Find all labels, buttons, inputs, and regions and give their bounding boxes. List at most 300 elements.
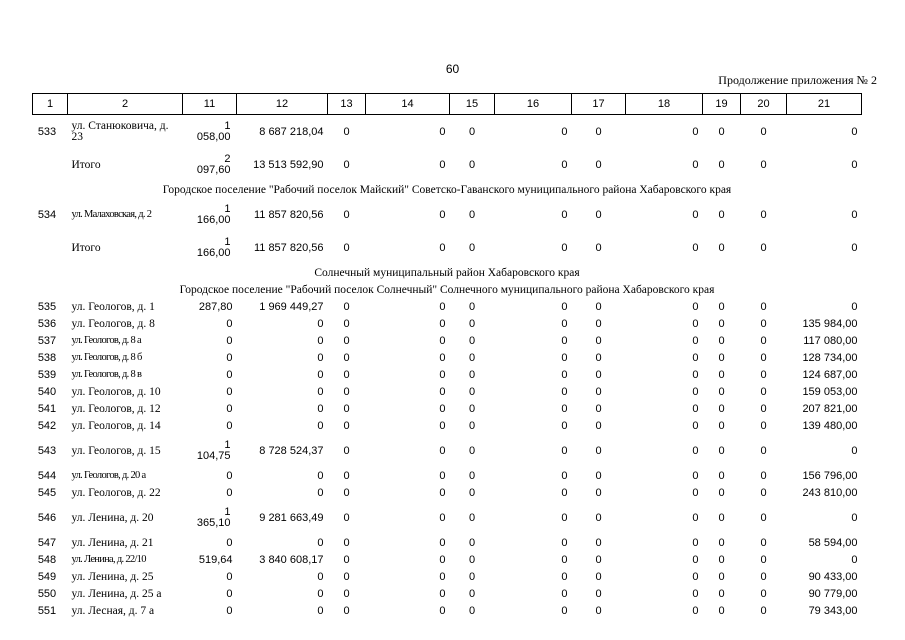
value-cell: 0 xyxy=(760,587,767,600)
area-value-part: 1 xyxy=(224,202,231,215)
value-cell: 0 xyxy=(718,536,725,549)
value-cell: 0 xyxy=(561,158,568,171)
value-cell: 0 xyxy=(595,125,602,138)
value-cell: 0 xyxy=(718,402,725,415)
value-cell: 0 xyxy=(595,444,602,457)
value-cell: 90 433,00 xyxy=(808,570,858,583)
area-value: 0 xyxy=(226,419,233,432)
value-cell: 0 xyxy=(343,511,350,524)
table-row xyxy=(33,501,862,534)
cost-value: 8 687 218,04 xyxy=(259,125,324,138)
value-cell: 0 xyxy=(439,570,446,583)
value-cell: 0 xyxy=(439,511,446,524)
value-cell: 0 xyxy=(595,300,602,313)
table-body xyxy=(33,115,862,620)
value-cell: 0 xyxy=(343,317,350,330)
value-cell: 0 xyxy=(760,536,767,549)
address: ул. Ленина, д. 25 xyxy=(71,570,154,583)
value-cell: 58 594,00 xyxy=(808,536,858,549)
value-cell: 0 xyxy=(561,604,568,617)
value-cell: 90 779,00 xyxy=(808,587,858,600)
value-cell: 0 xyxy=(595,604,602,617)
section-heading-row xyxy=(33,281,862,298)
value-cell: 0 xyxy=(760,570,767,583)
row-number: 547 xyxy=(37,536,57,549)
value-cell: 0 xyxy=(561,334,568,347)
area-value xyxy=(183,148,237,181)
value-cell: 0 xyxy=(692,553,699,566)
table-row xyxy=(33,198,862,231)
address: ул. Геологов, д. 8 б xyxy=(71,352,142,363)
value-cell: 0 xyxy=(468,469,476,482)
value-cell: 0 xyxy=(692,419,699,432)
table-row xyxy=(33,602,862,619)
value-cell: 0 xyxy=(468,385,476,398)
value-cell: 0 xyxy=(468,351,476,364)
value-cell: 0 xyxy=(468,587,476,600)
address: ул. Геологов, д. 14 xyxy=(71,419,161,432)
value-cell: 0 xyxy=(468,419,476,432)
value-cell: 0 xyxy=(468,604,476,617)
value-cell: 0 xyxy=(439,604,446,617)
cost-value: 0 xyxy=(317,385,324,398)
value-cell: 0 xyxy=(561,317,568,330)
value-cell: 0 xyxy=(692,604,699,617)
value-cell: 0 xyxy=(692,469,699,482)
cost-value: 0 xyxy=(317,402,324,415)
value-cell: 0 xyxy=(561,208,568,221)
value-cell: 0 xyxy=(718,125,725,138)
table-row xyxy=(33,467,862,484)
area-value: 0 xyxy=(226,587,233,600)
area-value: 0 xyxy=(226,604,233,617)
value-cell: 0 xyxy=(692,125,699,138)
section-heading: Солнечный муниципальный район Хабаровского края xyxy=(314,266,580,279)
address: ул. Геологов, д. 8 а xyxy=(71,335,141,346)
row-number: 546 xyxy=(37,511,57,524)
area-value: 0 xyxy=(226,317,233,330)
table-row xyxy=(33,349,862,366)
value-cell: 0 xyxy=(718,368,725,381)
value-cell: 0 xyxy=(595,570,602,583)
value-cell: 0 xyxy=(692,486,699,499)
value-cell: 0 xyxy=(692,536,699,549)
column-header: 14 xyxy=(366,94,450,115)
value-cell: 0 xyxy=(760,317,767,330)
value-cell: 0 xyxy=(760,444,767,457)
value-cell: 0 xyxy=(561,587,568,600)
row-number: 536 xyxy=(37,317,57,330)
value-cell: 0 xyxy=(595,158,602,171)
table-row xyxy=(33,148,862,181)
value-cell: 0 xyxy=(692,241,699,254)
area-value xyxy=(183,434,237,467)
cost-value: 0 xyxy=(317,570,324,583)
area-value-part: 1 xyxy=(224,438,231,451)
value-cell: 243 810,00 xyxy=(802,486,858,499)
value-cell: 0 xyxy=(851,511,858,524)
address: Итого xyxy=(71,158,101,171)
value-cell: 0 xyxy=(343,368,350,381)
value-cell: 0 xyxy=(595,351,602,364)
value-cell: 0 xyxy=(561,536,568,549)
value-cell: 0 xyxy=(851,158,858,171)
value-cell: 0 xyxy=(692,158,699,171)
value-cell: 124 687,00 xyxy=(802,368,858,381)
value-cell: 0 xyxy=(439,469,446,482)
page-number: 60 xyxy=(445,62,460,76)
cost-value: 0 xyxy=(317,536,324,549)
value-cell: 0 xyxy=(439,536,446,549)
area-value: 0 xyxy=(226,486,233,499)
value-cell: 0 xyxy=(760,511,767,524)
value-cell: 0 xyxy=(692,368,699,381)
value-cell: 0 xyxy=(718,334,725,347)
value-cell: 0 xyxy=(692,334,699,347)
cost-value: 13 513 592,90 xyxy=(253,158,324,171)
value-cell: 0 xyxy=(760,241,767,254)
value-cell: 0 xyxy=(343,334,350,347)
value-cell: 0 xyxy=(718,486,725,499)
section-heading: Городское поселение "Рабочий поселок Солнечный" Солнечного муниципального района Хабаровского края xyxy=(179,283,715,296)
value-cell: 0 xyxy=(343,125,350,138)
row-number: 549 xyxy=(37,570,57,583)
value-cell: 0 xyxy=(561,241,568,254)
value-cell: 0 xyxy=(343,469,350,482)
value-cell: 0 xyxy=(468,511,476,524)
value-cell: 0 xyxy=(561,385,568,398)
row-number: 551 xyxy=(37,604,57,617)
value-cell: 79 343,00 xyxy=(808,604,858,617)
value-cell: 0 xyxy=(561,486,568,499)
area-value-part: 166,00 xyxy=(196,246,231,259)
value-cell: 0 xyxy=(692,402,699,415)
table-row xyxy=(33,332,862,349)
cost-value: 0 xyxy=(317,351,324,364)
value-cell: 0 xyxy=(851,444,858,457)
value-cell: 0 xyxy=(851,241,858,254)
row-number: 544 xyxy=(37,469,57,482)
cost-value: 1 969 449,27 xyxy=(259,300,324,313)
area-value: 519,64 xyxy=(198,553,233,566)
value-cell: 0 xyxy=(343,419,350,432)
cost-value: 0 xyxy=(317,334,324,347)
value-cell: 0 xyxy=(468,368,476,381)
value-cell: 0 xyxy=(760,125,767,138)
value-cell: 0 xyxy=(595,241,602,254)
cost-value: 3 840 608,17 xyxy=(259,553,324,566)
row-number: 545 xyxy=(37,486,57,499)
value-cell: 0 xyxy=(343,587,350,600)
value-cell: 0 xyxy=(468,536,476,549)
value-cell: 0 xyxy=(561,469,568,482)
value-cell: 0 xyxy=(439,334,446,347)
column-header: 16 xyxy=(495,94,572,115)
value-cell: 156 796,00 xyxy=(802,469,858,482)
area-value: 0 xyxy=(226,469,233,482)
column-header: 20 xyxy=(741,94,787,115)
value-cell: 0 xyxy=(561,351,568,364)
area-value xyxy=(183,231,237,264)
value-cell: 0 xyxy=(595,536,602,549)
area-value: 0 xyxy=(226,536,233,549)
column-header: 17 xyxy=(572,94,626,115)
value-cell: 0 xyxy=(760,158,767,171)
value-cell: 0 xyxy=(760,419,767,432)
value-cell: 0 xyxy=(468,444,476,457)
header-row xyxy=(33,94,862,115)
value-cell: 0 xyxy=(718,317,725,330)
area-value: 0 xyxy=(226,385,233,398)
value-cell: 0 xyxy=(718,385,725,398)
value-cell: 0 xyxy=(343,570,350,583)
value-cell: 0 xyxy=(760,385,767,398)
value-cell: 0 xyxy=(468,241,476,254)
value-cell: 0 xyxy=(561,402,568,415)
cost-value: 0 xyxy=(317,419,324,432)
column-header: 11 xyxy=(183,94,237,115)
value-cell: 0 xyxy=(718,419,725,432)
value-cell: 0 xyxy=(468,570,476,583)
table-row xyxy=(33,568,862,585)
value-cell: 0 xyxy=(343,351,350,364)
table-row xyxy=(33,366,862,383)
value-cell: 135 984,00 xyxy=(802,317,858,330)
row-number: 542 xyxy=(37,419,57,432)
table-row xyxy=(33,417,862,434)
table-row xyxy=(33,315,862,332)
column-header: 2 xyxy=(68,94,183,115)
cost-value: 8 728 524,37 xyxy=(259,444,324,457)
area-value: 287,80 xyxy=(198,300,233,313)
value-cell: 0 xyxy=(692,570,699,583)
value-cell: 0 xyxy=(343,604,350,617)
area-value-part: 166,00 xyxy=(196,213,231,226)
column-header: 21 xyxy=(787,94,862,115)
value-cell: 0 xyxy=(343,444,350,457)
value-cell: 0 xyxy=(561,570,568,583)
value-cell: 0 xyxy=(468,300,476,313)
value-cell: 0 xyxy=(561,125,568,138)
value-cell: 0 xyxy=(439,419,446,432)
value-cell: 0 xyxy=(851,208,858,221)
value-cell: 0 xyxy=(468,553,476,566)
address: ул. Геологов, д. 8 xyxy=(71,317,155,330)
value-cell: 0 xyxy=(760,553,767,566)
address: ул. Геологов, д. 15 xyxy=(71,444,161,457)
value-cell: 0 xyxy=(343,553,350,566)
value-cell: 0 xyxy=(718,300,725,313)
value-cell: 0 xyxy=(343,385,350,398)
value-cell: 0 xyxy=(439,351,446,364)
value-cell: 0 xyxy=(718,553,725,566)
section-heading: Городское поселение "Рабочий поселок Майский" Советско-Гаванского муниципального района Хабаровского края xyxy=(162,183,732,196)
value-cell: 0 xyxy=(439,486,446,499)
cost-value: 11 857 820,56 xyxy=(253,208,324,221)
value-cell: 0 xyxy=(692,351,699,364)
cost-value: 0 xyxy=(317,587,324,600)
value-cell: 0 xyxy=(439,208,446,221)
cost-value: 0 xyxy=(317,469,324,482)
value-cell: 0 xyxy=(595,511,602,524)
row-number: 540 xyxy=(37,385,57,398)
value-cell: 0 xyxy=(343,536,350,549)
appendix-note: Продолжение приложения № 2 xyxy=(718,73,877,87)
address: ул. Станюковича, д. 23 xyxy=(71,119,169,143)
table-row xyxy=(33,231,862,264)
area-value: 0 xyxy=(226,351,233,364)
address: ул. Лесная, д. 7 а xyxy=(71,604,155,617)
address: ул. Ленина, д. 20 xyxy=(71,511,154,524)
column-header: 12 xyxy=(237,94,328,115)
value-cell: 0 xyxy=(439,553,446,566)
address: ул. Малаховская, д. 2 xyxy=(71,209,152,220)
value-cell: 0 xyxy=(718,444,725,457)
column-header: 19 xyxy=(703,94,741,115)
value-cell: 0 xyxy=(718,587,725,600)
row-number xyxy=(33,148,68,181)
row-number: 541 xyxy=(37,402,57,415)
area-value-part: 1 xyxy=(224,505,231,518)
address: ул. Геологов, д. 12 xyxy=(71,402,161,415)
area-value xyxy=(183,115,237,149)
value-cell: 0 xyxy=(439,368,446,381)
value-cell: 0 xyxy=(595,553,602,566)
table-row xyxy=(33,298,862,315)
value-cell: 0 xyxy=(561,444,568,457)
data-table xyxy=(32,93,862,619)
value-cell: 0 xyxy=(595,368,602,381)
value-cell: 128 734,00 xyxy=(802,351,858,364)
value-cell: 0 xyxy=(561,300,568,313)
value-cell: 0 xyxy=(561,368,568,381)
value-cell: 0 xyxy=(760,300,767,313)
area-value xyxy=(183,198,237,231)
value-cell: 117 080,00 xyxy=(803,334,858,347)
area-value: 0 xyxy=(226,368,233,381)
value-cell: 0 xyxy=(343,241,350,254)
value-cell: 0 xyxy=(595,385,602,398)
value-cell: 0 xyxy=(718,469,725,482)
row-number: 543 xyxy=(37,444,57,457)
area-value-part: 2 xyxy=(224,152,231,165)
cost-value: 0 xyxy=(317,368,324,381)
value-cell: 0 xyxy=(692,317,699,330)
area-value-part: 1 xyxy=(224,235,231,248)
row-number: 534 xyxy=(37,208,57,221)
table-row xyxy=(33,484,862,501)
value-cell: 0 xyxy=(760,469,767,482)
value-cell: 0 xyxy=(760,604,767,617)
value-cell: 0 xyxy=(468,334,476,347)
value-cell: 0 xyxy=(561,553,568,566)
value-cell: 0 xyxy=(468,402,476,415)
value-cell: 0 xyxy=(439,587,446,600)
value-cell: 0 xyxy=(595,587,602,600)
value-cell: 0 xyxy=(692,444,699,457)
address: ул. Геологов, д. 20 а xyxy=(71,470,146,481)
area-value-part: 058,00 xyxy=(196,130,231,143)
value-cell: 0 xyxy=(561,511,568,524)
table-row xyxy=(33,115,862,149)
address: ул. Ленина, д. 21 xyxy=(71,536,154,549)
value-cell: 0 xyxy=(468,125,476,138)
value-cell: 0 xyxy=(760,486,767,499)
address: ул. Геологов, д. 8 в xyxy=(71,369,142,380)
column-header: 15 xyxy=(450,94,495,115)
value-cell: 0 xyxy=(468,208,476,221)
row-number: 538 xyxy=(37,351,57,364)
value-cell: 0 xyxy=(760,208,767,221)
value-cell: 0 xyxy=(468,158,476,171)
value-cell: 0 xyxy=(718,158,725,171)
value-cell: 0 xyxy=(851,553,858,566)
value-cell: 0 xyxy=(595,208,602,221)
value-cell: 0 xyxy=(760,334,767,347)
value-cell: 0 xyxy=(851,125,858,138)
address: ул. Ленина, д. 25 а xyxy=(71,587,162,600)
table-row xyxy=(33,400,862,417)
column-header: 13 xyxy=(328,94,366,115)
area-value-part: 097,60 xyxy=(196,163,231,176)
row-number: 548 xyxy=(37,553,57,566)
section-heading-row xyxy=(33,264,862,281)
value-cell: 0 xyxy=(595,486,602,499)
value-cell: 0 xyxy=(595,317,602,330)
area-value xyxy=(183,501,237,534)
cost-value: 0 xyxy=(317,317,324,330)
value-cell: 0 xyxy=(595,334,602,347)
value-cell: 0 xyxy=(439,385,446,398)
value-cell: 0 xyxy=(439,300,446,313)
value-cell: 0 xyxy=(439,241,446,254)
address: ул. Геологов, д. 10 xyxy=(71,385,161,398)
section-heading-row xyxy=(33,181,862,198)
area-value-part: 104,75 xyxy=(196,449,231,462)
value-cell: 0 xyxy=(343,486,350,499)
row-number xyxy=(33,231,68,264)
value-cell: 0 xyxy=(343,402,350,415)
value-cell: 0 xyxy=(468,486,476,499)
area-value-part: 365,10 xyxy=(196,516,231,529)
area-value-part: 1 xyxy=(224,119,231,132)
cost-value: 0 xyxy=(317,604,324,617)
value-cell: 0 xyxy=(595,469,602,482)
value-cell: 0 xyxy=(692,208,699,221)
area-value: 0 xyxy=(226,570,233,583)
value-cell: 0 xyxy=(343,300,350,313)
value-cell: 0 xyxy=(718,604,725,617)
row-number: 539 xyxy=(37,368,57,381)
value-cell: 0 xyxy=(439,317,446,330)
value-cell: 0 xyxy=(760,402,767,415)
value-cell: 0 xyxy=(439,402,446,415)
value-cell: 0 xyxy=(718,351,725,364)
value-cell: 159 053,00 xyxy=(802,385,858,398)
address: ул. Геологов, д. 1 xyxy=(71,300,155,313)
cost-value: 11 857 820,56 xyxy=(253,241,324,254)
row-number: 550 xyxy=(37,587,57,600)
value-cell: 0 xyxy=(561,419,568,432)
value-cell: 0 xyxy=(718,208,725,221)
table-row xyxy=(33,585,862,602)
table-row xyxy=(33,383,862,400)
cost-value: 9 281 663,49 xyxy=(259,511,324,524)
area-value: 0 xyxy=(226,402,233,415)
address: ул. Геологов, д. 22 xyxy=(71,486,161,499)
value-cell: 207 821,00 xyxy=(802,402,858,415)
value-cell: 0 xyxy=(595,402,602,415)
